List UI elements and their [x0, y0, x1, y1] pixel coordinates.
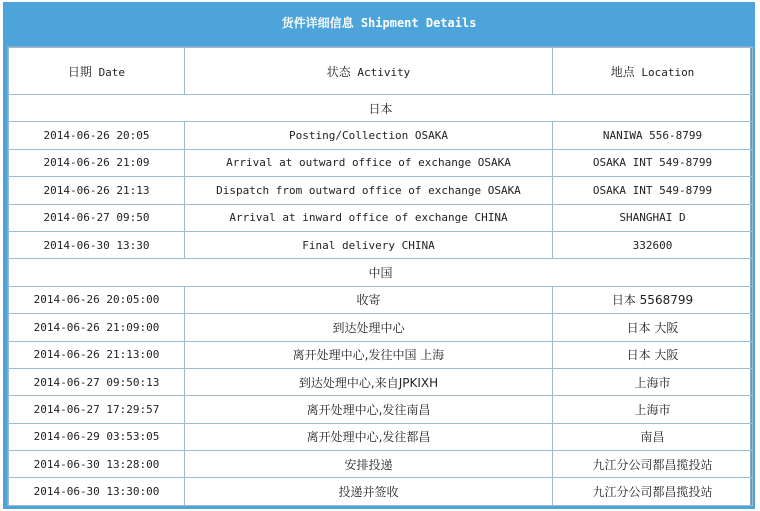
section-row-japan [9, 95, 753, 122]
cell-date: 2014-06-30 13:30:00 [9, 478, 185, 505]
cell-date: 2014-06-26 21:09 [9, 149, 185, 176]
cell-activity: 离开处理中心,发往都昌 [185, 423, 553, 450]
table-row [9, 231, 753, 258]
cell-activity: Final delivery CHINA [185, 231, 553, 258]
cell-location: 南昌 [553, 423, 753, 450]
cell-activity: 投递并签收 [185, 478, 553, 505]
cell-date: 2014-06-26 20:05:00 [9, 286, 185, 313]
table-row [9, 341, 753, 368]
cell-date: 2014-06-30 13:28:00 [9, 451, 185, 478]
cell-location: 日本 5568799 [553, 286, 753, 313]
header-title-en: Shipment Details [360, 16, 477, 30]
cell-date: 2014-06-27 17:29:57 [9, 396, 185, 423]
table-row [9, 177, 753, 204]
tracking-table [8, 47, 753, 506]
cell-date: 2014-06-27 09:50:13 [9, 368, 185, 395]
column-header-location: 地点 Location [553, 48, 753, 95]
cell-activity: 离开处理中心,发往中国 上海 [185, 341, 553, 368]
cell-date: 2014-06-26 20:05 [9, 122, 185, 149]
cell-activity: 到达处理中心 [185, 314, 553, 341]
panel-header [3, 2, 755, 44]
column-header-activity: 状态 Activity [185, 48, 553, 95]
cell-activity: 安排投递 [185, 451, 553, 478]
cell-location: 九江分公司都昌揽投站 [553, 451, 753, 478]
cell-date: 2014-06-30 13:30 [9, 231, 185, 258]
shipment-details-panel [3, 2, 755, 509]
table-row [9, 478, 753, 505]
cell-activity: 离开处理中心,发往南昌 [185, 396, 553, 423]
cell-date: 2014-06-29 03:53:05 [9, 423, 185, 450]
cell-location: NANIWA 556-8799 [553, 122, 753, 149]
cell-location: SHANGHAI D [553, 204, 753, 231]
cell-activity: Dispatch from outward office of exchange OSAKA [185, 177, 553, 204]
table-row [9, 286, 753, 313]
table-row [9, 451, 753, 478]
cell-activity: Arrival at outward office of exchange OSAKA [185, 149, 553, 176]
cell-location: OSAKA INT 549-8799 [553, 177, 753, 204]
column-header-date: 日期 Date [9, 48, 185, 95]
cell-date: 2014-06-26 21:09:00 [9, 314, 185, 341]
cell-location: 上海市 [553, 396, 753, 423]
table-row [9, 423, 753, 450]
cell-activity: 收寄 [185, 286, 553, 313]
table-header-row [9, 48, 753, 95]
section-label: 中国 [9, 259, 753, 286]
table-row [9, 314, 753, 341]
cell-date: 2014-06-27 09:50 [9, 204, 185, 231]
tracking-table-container [7, 46, 751, 506]
cell-location: 日本 大阪 [553, 314, 753, 341]
cell-date: 2014-06-26 21:13:00 [9, 341, 185, 368]
cell-location: 九江分公司都昌揽投站 [553, 478, 753, 505]
cell-activity: 到达处理中心,来自JPKIXH [185, 368, 553, 395]
section-row-china [9, 259, 753, 286]
cell-activity: Posting/Collection OSAKA [185, 122, 553, 149]
cell-activity: Arrival at inward office of exchange CHINA [185, 204, 553, 231]
cell-location: OSAKA INT 549-8799 [553, 149, 753, 176]
cell-location: 上海市 [553, 368, 753, 395]
cell-date: 2014-06-26 21:13 [9, 177, 185, 204]
table-row [9, 204, 753, 231]
cell-location: 日本 大阪 [553, 341, 753, 368]
table-row [9, 149, 753, 176]
table-row [9, 396, 753, 423]
section-label: 日本 [9, 95, 753, 122]
header-title-cn: 货件详细信息 [281, 16, 354, 30]
table-row [9, 122, 753, 149]
table-row [9, 368, 753, 395]
cell-location: 332600 [553, 231, 753, 258]
